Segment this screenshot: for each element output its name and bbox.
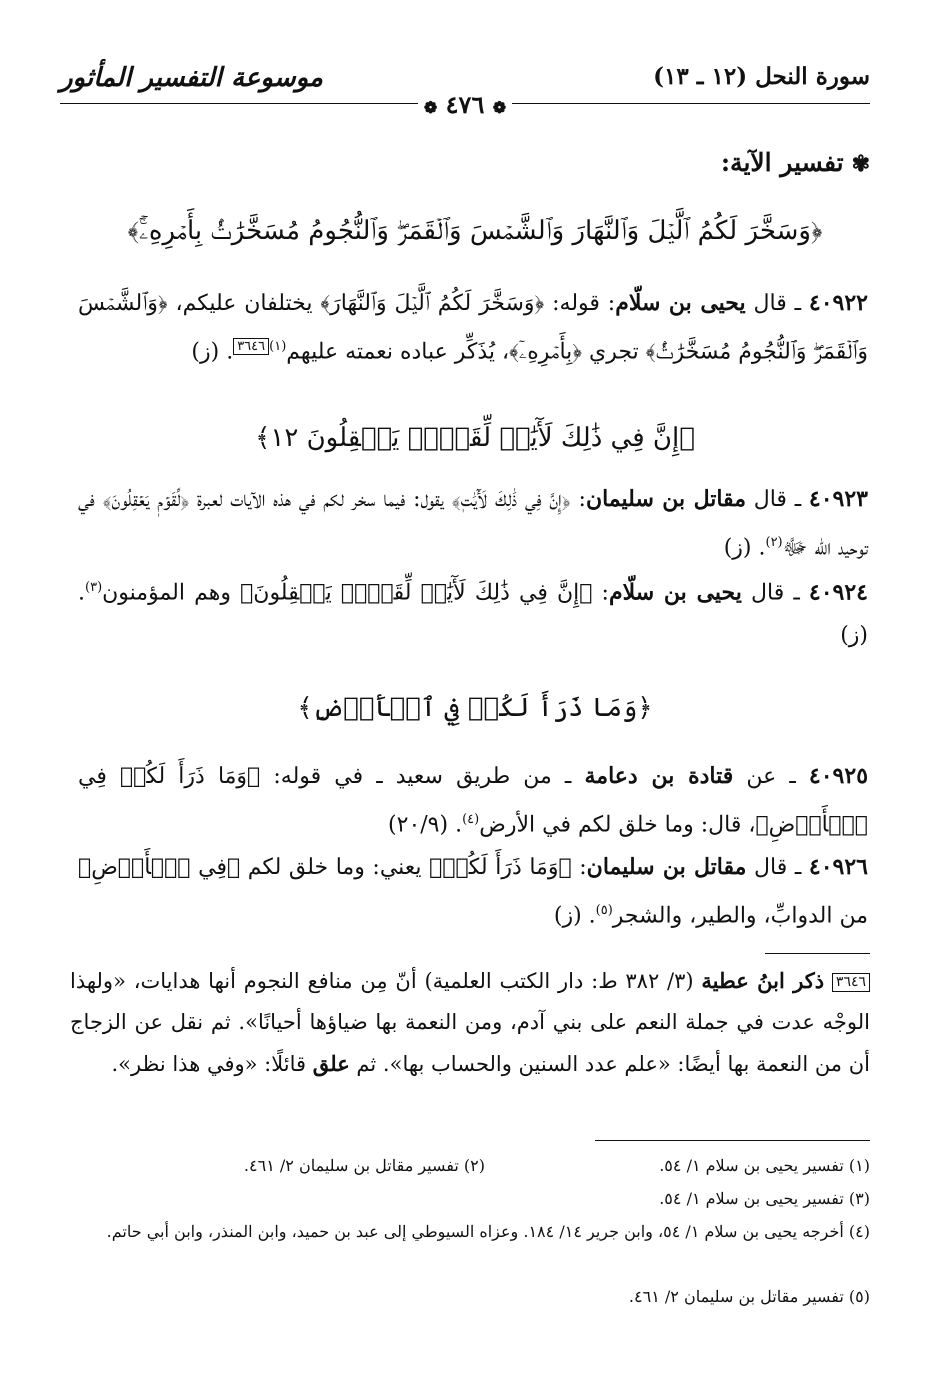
- narration-lead: ـ قال: [754, 855, 802, 880]
- section-heading: [721, 148, 870, 177]
- notes-divider: [765, 953, 870, 954]
- narration-tail: . (ز): [723, 535, 766, 561]
- verse-heading-1: ﴿وَسَخَّرَ لَكُمُ ٱلَّيۡلَ وَٱلنَّهَارَ وَٱلشَّمۡسَ وَٱلۡقَمَرَۖ وَٱلنُّجُومُ مُسَخَّرَٰتُۢ بِأَمۡرِهِۦٓۚ﴾: [127, 216, 823, 246]
- verse-heading-2: ﴿إِنَّ فِي ذَٰلِكَ لَأٓيَٰتٖ لِّقَوۡمٖ يَعۡقِلُونَ ١٢﴾: [255, 423, 695, 453]
- note-text: (٣/ ٣٨٢ ط: دار الكتب العلمية) أنّ مِن منافع النجوم أنها هدايات، «ولهذا الوجْه عدت في جملة النعم على بني آدم، ومن النعمة بها ضياؤها أحيانًا». ثم نقل عن الزجاج أن من النعمة بها أيضًا: «علم عدد السنين والحساب بها». ثم: [70, 969, 870, 1076]
- book-title: موسوعة التفسير المأثور: [60, 63, 323, 93]
- narration-lead: ـ عن: [746, 764, 796, 789]
- page-header: [60, 55, 870, 125]
- narrator-name: يحيى بن سلّام: [608, 579, 742, 606]
- narration-number: ٤٠٩٢٥: [808, 763, 869, 789]
- footnote-1: (١) تفسير يحيى بن سلام ١/ ٥٤.: [659, 1156, 870, 1175]
- narrator-name: يحيى بن سلّام: [615, 290, 746, 316]
- narration-number: ٤٠٩٢٦: [808, 854, 868, 880]
- narration-text: : ﴿وَمَا ذَرَأَ لَكُمۡ﴾ يعني: وما خلق لكم ﴿فِي ٱلۡأَرۡضِ﴾ من الدوابِّ، والطير، والشجر: [78, 855, 868, 929]
- narration-text: : قوله: ﴿وَسَخَّرَ لَكُمُ ٱلَّيۡلَ وَٱلنَّهَارَ﴾ يختلفان عليكم، ﴿وَٱلشَّمۡسَ وَٱلۡقَمَرَۖ وَٱلنُّجُومُ مُسَخَّرَٰتُۢ﴾ تجري ﴿بِأَمۡرِهِۦٓ﴾، يُذَكِّر عباده نعمته عليهم: [78, 291, 868, 365]
- footnote-ref[interactable]: (٥): [595, 903, 613, 918]
- narrator-name: قتادة بن دعامة: [584, 763, 734, 789]
- narration-text: ـ من طريق سعيد ـ في قوله: ﴿وَمَا ذَرَأَ لَكُمۡ فِي ٱلۡأَرۡضِ﴾، قال: وما خلق لكم في الأرض: [78, 764, 868, 838]
- narration-tail: . (ز): [191, 339, 234, 365]
- narration-40922: [78, 282, 868, 373]
- editor-note: [70, 960, 870, 1085]
- surah-title: سورة النحل (١٢ ـ ١٣): [653, 63, 870, 90]
- ornament-icon: ❁: [423, 98, 438, 117]
- footnote-ref[interactable]: (٤): [462, 812, 480, 827]
- narration-number: ٤٠٩٢٣: [808, 486, 868, 512]
- narration-number: ٤٠٩٢٢: [808, 290, 868, 316]
- narration-40924: [78, 566, 868, 657]
- footnote-5: (٥) تفسير مقاتل بن سليمان ٢/ ٤٦١.: [628, 1287, 870, 1306]
- narration-number: ٤٠٩٢٤: [808, 579, 868, 606]
- note-bold-word: علق: [312, 1051, 350, 1076]
- footnote-4: (٤) أخرجه يحيى بن سلام ١/ ٥٤، وابن جرير ١٤/ ١٨٤. وعزاه السيوطي إلى عبد بن حميد، وابن المنذر، وابن أبي حاتم.: [106, 1222, 870, 1241]
- narration-text: : ﴿إِنَّ فِي ذَٰلِكَ لَأٓيَٰتٖ﴾ يقول: فيما سخر لكم في هذه الآيات لعبرة ﴿لِّقَوۡمٖ يَعۡقِلُونَ﴾ في توحيد الله ﷻ: [78, 487, 868, 561]
- note-ref-box[interactable]: ٣٦٤٦: [233, 338, 269, 355]
- narration-40926: [78, 846, 868, 937]
- flower-icon: ✾: [851, 151, 870, 177]
- ornament-icon: ❁: [492, 98, 507, 117]
- footnote-3: (٣) تفسير يحيى بن سلام ١/ ٥٤.: [659, 1189, 870, 1208]
- narration-lead: ـ قال: [753, 291, 802, 316]
- narrator-name: مقاتل بن سليمان: [585, 486, 746, 512]
- footnote-ref[interactable]: (٣): [85, 580, 103, 595]
- narration-tail: . (ز): [78, 580, 868, 649]
- narrator-name: مقاتل بن سليمان: [586, 854, 747, 880]
- footnote-2: (٢) تفسير مقاتل بن سليمان ٢/ ٤٦١.: [243, 1156, 485, 1175]
- footnote-ref[interactable]: (١): [269, 339, 287, 354]
- page-number: ٤٧٦: [445, 90, 485, 119]
- page-number-box: [418, 90, 512, 119]
- note-lead: ذكر ابنُ عطية: [701, 968, 825, 993]
- footnote-ref[interactable]: (٢): [765, 535, 783, 550]
- narration-text: : ﴿إِنَّ فِي ذَٰلِكَ لَأٓيَٰتٖ لِّقَوۡمٖ يَعۡقِلُونَ﴾ وهم المؤمنون: [102, 580, 609, 606]
- narration-lead: ـ قال: [753, 487, 802, 512]
- narration-40923: [78, 478, 868, 569]
- narration-lead: ـ قال: [751, 580, 800, 606]
- note-tail: قائلًا: «وفي هذا نظر».: [111, 1052, 307, 1076]
- narration-tail: . (٢٠/٩): [388, 812, 463, 838]
- footnotes-divider: [595, 1140, 870, 1141]
- note-number-box: ٣٦٤٦: [832, 973, 870, 992]
- verse-heading-3: ﴿وَمَا ذَرَأَ لَكُمۡ فِي ٱلۡأَرۡضِ﴾: [297, 693, 653, 723]
- section-title: تفسير الآية:: [720, 148, 844, 177]
- narration-40925: [78, 755, 868, 846]
- narration-tail: . (ز): [553, 903, 596, 929]
